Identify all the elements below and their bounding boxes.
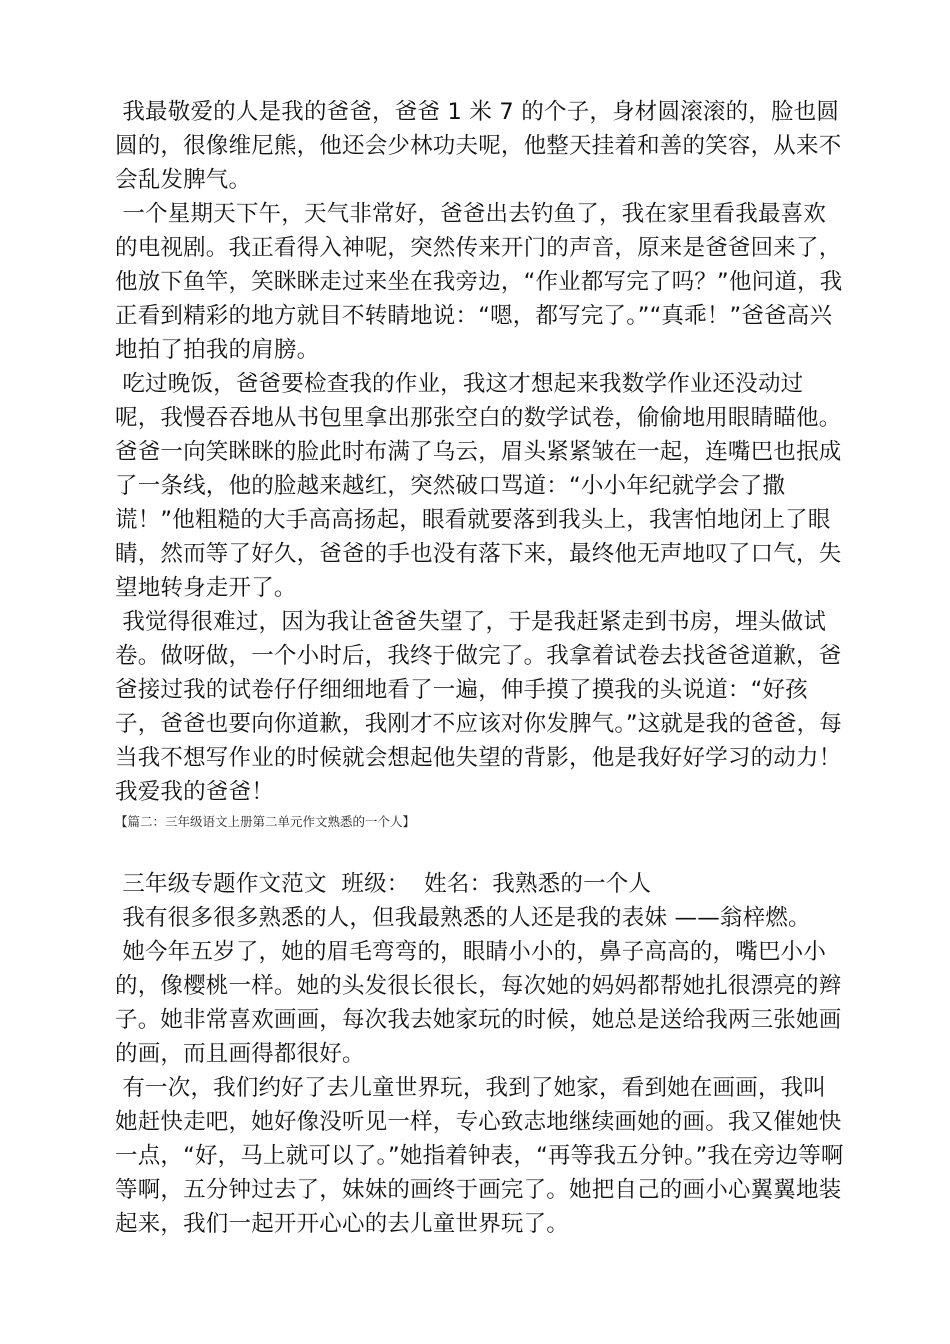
section-spacer <box>115 833 845 867</box>
document-page <box>115 95 845 1241</box>
article2-heading: 三年级专题作文范文 班级： 姓名：我熟悉的一个人 <box>115 871 652 897</box>
article2-paragraph-2: 她今年五岁了，她的眉毛弯弯的，眼睛小小的，鼻子高高的，嘴巴小小的，像樱桃一样。她的头发很长很长，每次她的妈妈都帮她扎很漂亮的辫子。她非常喜欢画画，每次我去她家玩的时候，她总是送给我两三张她画的画，而且画得都很好。 <box>115 939 842 1067</box>
section-label: 【篇二：三年级语文上册第二单元作文熟悉的一个人】 <box>115 814 416 829</box>
article2-paragraph-1: 我有很多很多熟悉的人，但我最熟悉的人还是我的表妹 ——翁梓燃。 <box>115 905 811 931</box>
article2-paragraph-3: 有一次，我们约好了去儿童世界玩，我到了她家，看到她在画画，我叫她赶快走吧，她好像没听见一样，专心致志地继续画她的画。我又催她快一点，“好，马上就可以了。”她指着钟表，“再等我五分钟。”我在旁边等啊等啊，五分钟过去了，妹妹的画终于画完了。她把自己的画小心翼翼地装起来，我们一起开开心心的去儿童世界玩了。 <box>115 1075 844 1237</box>
article1-paragraph-1: 我最敬爱的人是我的爸爸，爸爸 1 米 7 的个子，身材圆滚滚的，脸也圆圆的，很像维尼熊，他还会少林功夫呢，他整天挂着和善的笑容，从来不会乱发脾气。 <box>115 99 842 193</box>
article1-paragraph-3: 吃过晚饭，爸爸要检查我的作业，我这才想起来我数学作业还没动过呢，我慢吞吞地从书包里拿出那张空白的数学试卷，偷偷地用眼睛瞄他。爸爸一向笑眯眯的脸此时布满了乌云，眉头紧紧皱在一起，连嘴巴也抿成了一条线，他的脸越来越红，突然破口骂道：“小小年纪就学会了撒谎！”他粗糙的大手高高扬起，眼看就要落到我头上，我害怕地闭上了眼睛，然而等了好久，爸爸的手也没有落下来，最终他无声地叹了口气，失望地转身走开了。 <box>115 371 842 601</box>
article1-paragraph-4: 我觉得很难过，因为我让爸爸失望了，于是我赶紧走到书房，埋头做试卷。做呀做，一个小时后，我终于做完了。我拿着试卷去找爸爸道歉，爸爸接过我的试卷仔仔细细地看了一遍，伸手摸了摸我的头说道：“好孩子，爸爸也要向你道歉，我刚才不应该对你发脾气。”这就是我的爸爸，每当我不想写作业的时候就会想起他失望的背影，他是我好好学习的动力！我爱我的爸爸！ <box>115 609 843 805</box>
article1-paragraph-2: 一个星期天下午，天气非常好，爸爸出去钓鱼了，我在家里看我最喜欢的电视剧。我正看得入神呢，突然传来开门的声音，原来是爸爸回来了，他放下鱼竿，笑眯眯走过来坐在我旁边，“作业都写完了吗？”他问道，我正看到精彩的地方就目不转睛地说：“嗯，都写完了。”“真乖！”爸爸高兴地拍了拍我的肩膀。 <box>115 201 843 363</box>
